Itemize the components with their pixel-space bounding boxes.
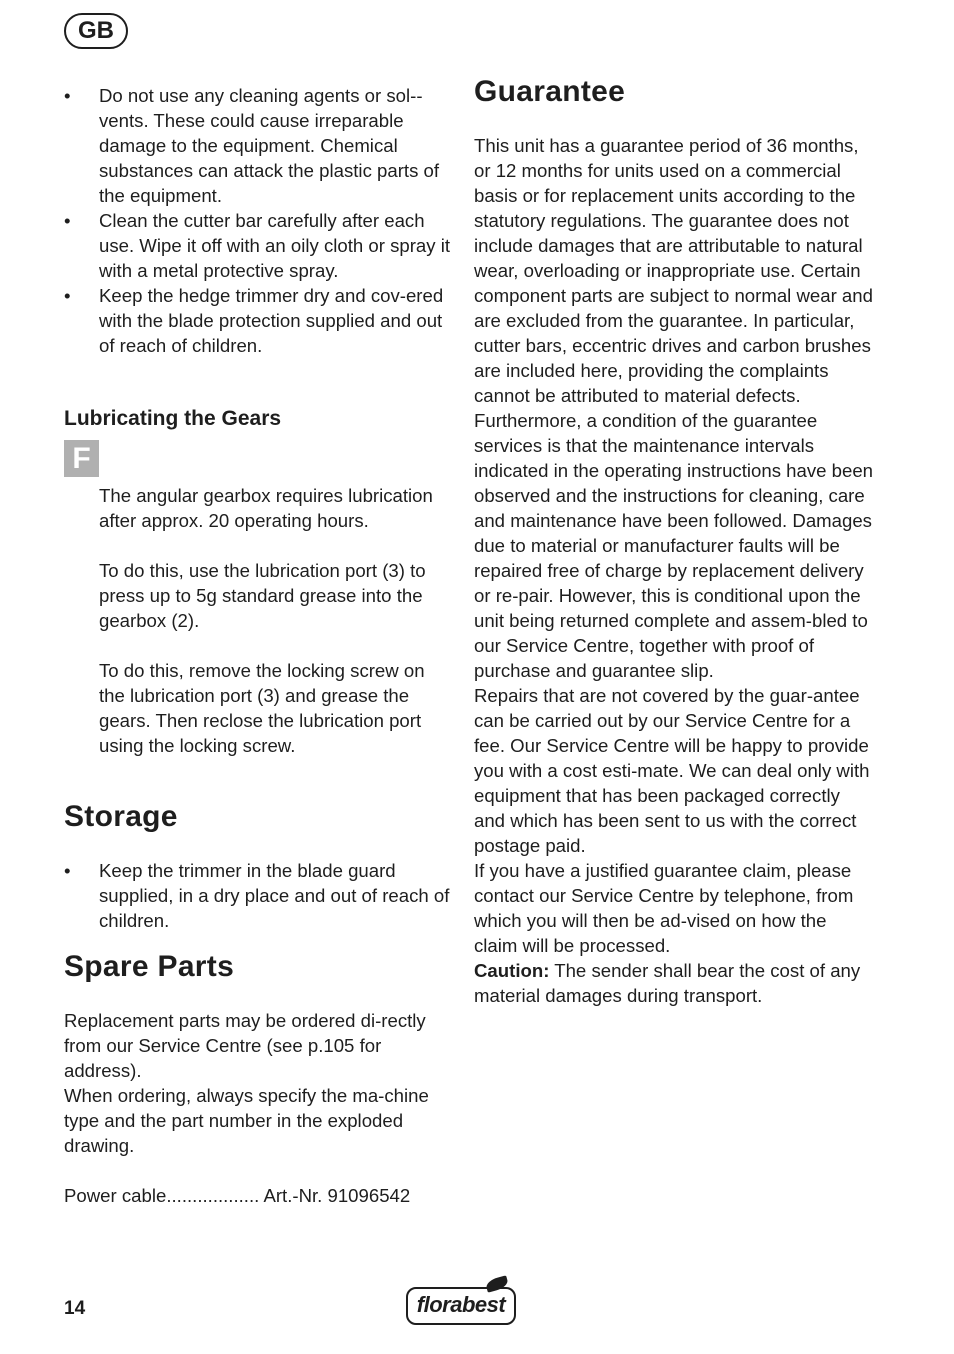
- care-bullet-2: [64, 208, 454, 283]
- care-bullet-text: Do not use any cleaning agents or sol-vents. These could cause irreparable damage to the equipment. Chemical substances can attack the plastic parts of the equipment.: [99, 85, 440, 206]
- storage-bullet-list: [64, 858, 454, 933]
- lubricating-paragraph-1: The angular gearbox requires lubrication after approx. 20 operating hours.: [99, 485, 433, 531]
- care-bullet-list: [64, 83, 454, 358]
- caution-text: The sender shall bear the cost of any material damages during transport.: [474, 960, 861, 1006]
- bullet-dot: •: [64, 85, 71, 106]
- guarantee-caution: [474, 958, 874, 1008]
- spare-parts-paragraph-2: When ordering, always specify the ma-chine type and the part number in the exploded drawing.: [64, 1085, 429, 1156]
- spare-parts-paragraph-1: Replacement parts may be ordered di-rectly from our Service Centre (see p.105 for address).: [64, 1010, 426, 1081]
- lubricating-paragraph-2: To do this, use the lubrication port (3) to press up to 5g standard grease into the gearbox (2).: [99, 560, 426, 631]
- figure-f-icon: F: [64, 440, 99, 477]
- lubricating-paragraph-3: To do this, remove the locking screw on the lubrication port (3) and grease the gears. Then reclose the lubrication port using the locking screw.: [99, 660, 425, 756]
- page-number: 14: [64, 1298, 86, 1319]
- guarantee-paragraph-3: Repairs that are not covered by the guar-antee can be carried out by our Service Centre for a fee. Our Service Centre will be happy to provide you with a cost esti-mate. We can deal only with equipment that has been packaged correctly and which has been sent to us with the correct postage paid.: [474, 685, 870, 856]
- care-bullet-text: Keep the hedge trimmer dry and cov-ered with the blade protection supplied and out of reach of children.: [99, 285, 444, 356]
- bullet-dot: •: [64, 285, 71, 306]
- care-bullet-1: [64, 83, 454, 208]
- brand-logo: florabest: [406, 1287, 516, 1325]
- language-badge: GB: [64, 13, 128, 49]
- spare-part-line: Power cable.................. Art.-Nr. 91096542: [64, 1185, 411, 1206]
- spare-parts-body: [64, 1008, 454, 1208]
- guarantee-paragraph-1: This unit has a guarantee period of 36 months, or 12 months for units used on a commercial basis or for replacement units according to the statutory regulations. The guarantee does not include damages that are attributable to natural wear, overloading or inappropriate use. Certain component parts are subject to normal wear and are excluded from the guarantee. In particular, cutter bars, eccentric drives and carbon brushes are included here, providing the complaints cannot be attributed to material defects.: [474, 135, 873, 406]
- storage-bullet-1: [64, 858, 454, 933]
- storage-bullet-text: Keep the trimmer in the blade guard supplied, in a dry place and out of reach of children.: [99, 860, 450, 931]
- caution-label: Caution:: [474, 960, 550, 981]
- guarantee-heading: Guarantee: [474, 75, 626, 108]
- spare-parts-heading: Spare Parts: [64, 950, 235, 983]
- bullet-dot: •: [64, 210, 71, 231]
- care-bullet-text: Clean the cutter bar carefully after each use. Wipe it off with an oily cloth or spray it with a metal protective spray.: [99, 210, 451, 281]
- guarantee-paragraph-2: Furthermore, a condition of the guarantee services is that the maintenance intervals indicated in the operating instructions have been observed and the instructions for cleaning, care and maintenance have been followed. Damages due to material or manufacturer faults will be repaired free of charge by replacement delivery or re-pair. However, this is conditional upon the unit being returned complete and assem-bled to our Service Centre, together with proof of purchase and guarantee slip.: [474, 410, 874, 681]
- care-bullet-3: [64, 283, 454, 358]
- guarantee-body: [474, 133, 874, 1008]
- guarantee-paragraph-4: If you have a justified guarantee claim, please contact our Service Centre by telephone, from which you will then be ad-vised on how the claim will be processed.: [474, 860, 854, 956]
- bullet-dot: •: [64, 860, 71, 881]
- lubricating-body: [99, 483, 454, 758]
- storage-heading: Storage: [64, 800, 178, 833]
- lubricating-heading: Lubricating the Gears: [64, 407, 282, 430]
